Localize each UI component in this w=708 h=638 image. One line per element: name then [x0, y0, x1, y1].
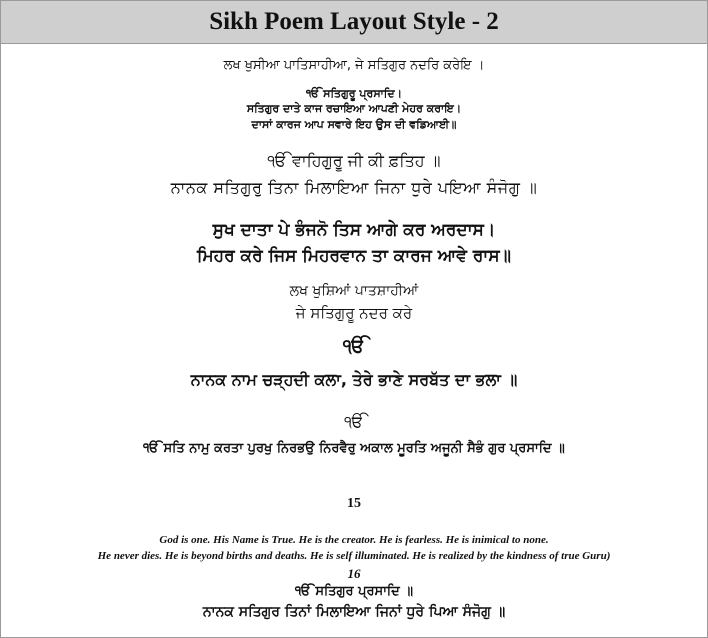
- mool-mantar-line: ੴ ਸਤਿ ਨਾਮੁ ਕਰਤਾ ਪੁਰਖੁ ਨਿਰਭਉ ਨਿਰਵੈਰੁ ਅਕਾਲ ਮੂਰਤਿ ਅਜੂਨੀ ਸੈਭੰ ਗੁਰ ਪ੍ਰਸਾਦਿ ॥: [143, 441, 565, 456]
- gurmukhi-line-4: ਦਾਸਾਂ ਕਾਰਜ ਆਪ ਸਵਾਰੇ ਇਹ ਉਸ ਦੀ ਵਡਿਆਈ॥: [251, 118, 457, 131]
- gurmukhi-line-8: ਮਿਹਰ ਕਰੇ ਜਿਸ ਮਿਹਰਵਾਨ ਤਾ ਕਾਰਜ ਆਵੇ ਰਾਸ॥: [196, 246, 512, 266]
- gurmukhi-line-1: ਲਖ ਖੁਸੀਆ ਪਾਤਿਸਾਹੀਆ, ਜੇ ਸਤਿਗੁਰ ਨਦਰਿ ਕਰੇਇ ।: [223, 58, 485, 73]
- title-bar: [1, 1, 707, 44]
- gurmukhi-line-20: ਨਾਨਕ ਸਤਿਗੁਰ ਤਿਨਾਂ ਮਿਲਾਇਆ ਜਿਨਾਂ ਧੁਰੇ ਪਿਆ ਸੰਜੋਗੁ ॥: [202, 604, 506, 620]
- translation-line-1: God is one. His Name is True. He is the creator. He is fearless. He is inimical to none.: [159, 534, 549, 546]
- gurmukhi-line-6: ਨਾਨਕ ਸਤਿਗੁਰੁ ਤਿਨਾ ਮਿਲਾਇਆ ਜਿਨਾ ਧੁਰੇ ਪਇਆ ਸੰਜੋਗੁ ॥: [170, 178, 538, 197]
- translation-line-2: He never dies. He is beyond births and deaths. He is self illuminated. He is realized by the kindness of true Guru): [97, 550, 611, 562]
- gurmukhi-line-9: ਲਖ ਖੁਸ਼ਿਆਂ ਪਾਤਸ਼ਾਹੀਆਂ: [289, 283, 419, 299]
- gurmukhi-line-10: ਜੇ ਸਤਿਗੁਰੂ ਨਦਰ ਕਰੇ: [295, 304, 413, 322]
- gurmukhi-line-3: ਸਤਿਗੁਰ ਦਾਤੇ ਕਾਜ ਰਚਾਇਆ ਆਪਣੀ ਮੇਹਰ ਕਰਾਇ।: [246, 102, 462, 115]
- ik-onkar-line-1: ੴ: [343, 336, 365, 357]
- page-title: Sikh Poem Layout Style - 2: [209, 8, 499, 35]
- ik-onkar-line-2: ੴ: [344, 412, 364, 431]
- gurmukhi-line-19: ੴ ਸਤਿਗੁਰ ਪ੍ਰਸਾਦਿ ॥: [294, 584, 414, 599]
- gurmukhi-line-12: ਨਾਨਕ ਨਾਮ ਚੜ੍ਹਦੀ ਕਲਾ, ਤੇਰੇ ਭਾਣੇ ਸਰਬੱਤ ਦਾ ਭਲਾ ॥: [190, 370, 518, 389]
- number-16: 16: [347, 566, 361, 581]
- number-15: 15: [347, 496, 361, 511]
- gurmukhi-line-2: ੴ ਸਤਿਗੁਰੂ ਪ੍ਰਸਾਦਿ।: [305, 87, 403, 100]
- gurmukhi-line-5: ੴ ਵਾਹਿਗੁਰੂ ਜੀ ਕੀ ਫ਼ਤਿਹ ॥: [267, 151, 441, 170]
- gurmukhi-line-7: ਸੁਖ ਦਾਤਾ ਪੇ ਭੰਜਨੋ ਤਿਸ ਆਗੇ ਕਰ ਅਰਦਾਸ।: [212, 220, 496, 240]
